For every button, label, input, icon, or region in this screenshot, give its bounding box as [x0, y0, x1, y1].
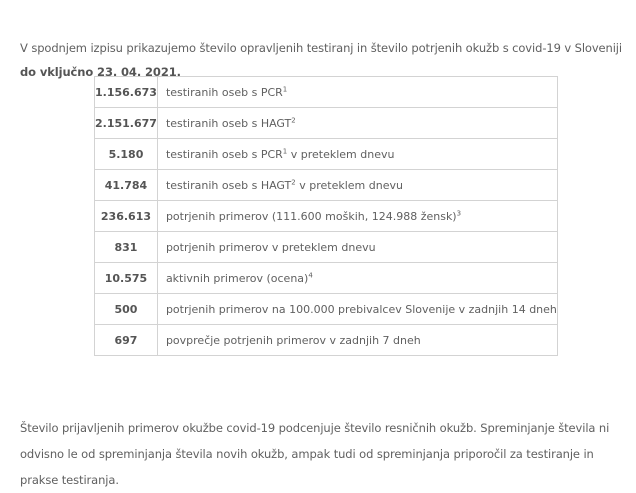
intro-date: do vključno 23. 04. 2021. — [20, 64, 181, 79]
stat-description — [157, 201, 557, 232]
stat-value: 10.575 — [95, 263, 158, 294]
stat-value: 831 — [95, 232, 158, 263]
stat-description-text: testiranih oseb s HAGT — [165, 116, 292, 130]
stat-description-text: testiranih oseb s PCR — [165, 85, 283, 99]
stat-description — [157, 139, 557, 170]
stat-description — [157, 108, 557, 139]
stat-description-text: aktivnih primerov (ocena) — [165, 271, 309, 285]
statistics-table-body — [95, 77, 558, 356]
table-row — [95, 201, 558, 232]
stat-description-suffix: v preteklem dnevu — [295, 178, 403, 192]
stat-description-text: povprečje potrjenih primerov v zadnjih 7 dneh — [165, 333, 421, 347]
stat-description — [157, 263, 557, 294]
intro-text: V spodnjem izpisu prikazujemo število opravljenih testiranj in število potrjenih okužb s covid-19 v Sloveniji — [20, 40, 622, 55]
statistics-table — [94, 76, 558, 356]
stat-description-text: testiranih oseb s HAGT — [165, 178, 292, 192]
table-row — [95, 232, 558, 263]
table-row — [95, 263, 558, 294]
footnote-marker: 2 — [291, 177, 296, 186]
stat-value: 236.613 — [95, 201, 158, 232]
stat-value: 41.784 — [95, 170, 158, 201]
stat-description — [157, 77, 557, 108]
table-row — [95, 77, 558, 108]
stat-description-text: potrjenih primerov na 100.000 prebivalcev Slovenije v zadnjih 14 dneh — [165, 302, 557, 316]
stat-description-suffix: v preteklem dnevu — [287, 147, 395, 161]
stat-description — [157, 325, 557, 356]
stat-value: 697 — [95, 325, 158, 356]
stat-description — [157, 294, 557, 325]
footnote-marker: 1 — [282, 146, 288, 155]
stat-description — [157, 170, 557, 201]
footnote-marker: 1 — [282, 84, 288, 93]
stat-description-text: testiranih oseb s PCR — [165, 147, 283, 161]
footnote-marker: 3 — [456, 208, 462, 217]
stat-value: 5.180 — [95, 139, 158, 170]
table-row — [95, 294, 558, 325]
stat-value: 500 — [95, 294, 158, 325]
disclaimer-note: Število prijavljenih primerov okužbe covid-19 podcenjuje število resničnih okužb. Spreminjanje števila ni odvisno le od spreminjanja števila novih okužb, ampak tudi od spreminjanja priporočil za testiranje in prakse testiranja. — [20, 420, 610, 487]
stat-description-text: potrjenih primerov v preteklem dnevu — [165, 240, 376, 254]
table-row — [95, 170, 558, 201]
table-row — [95, 139, 558, 170]
footnote-marker: 4 — [308, 270, 313, 279]
table-row — [95, 325, 558, 356]
table-row — [95, 108, 558, 139]
stat-description-text: potrjenih primerov (111.600 moških, 124.988 žensk) — [165, 209, 457, 223]
stat-value: 1.156.673 — [95, 77, 158, 108]
footnote-marker: 2 — [291, 115, 296, 124]
stat-value: 2.151.677 — [95, 108, 158, 139]
stat-description — [157, 232, 557, 263]
